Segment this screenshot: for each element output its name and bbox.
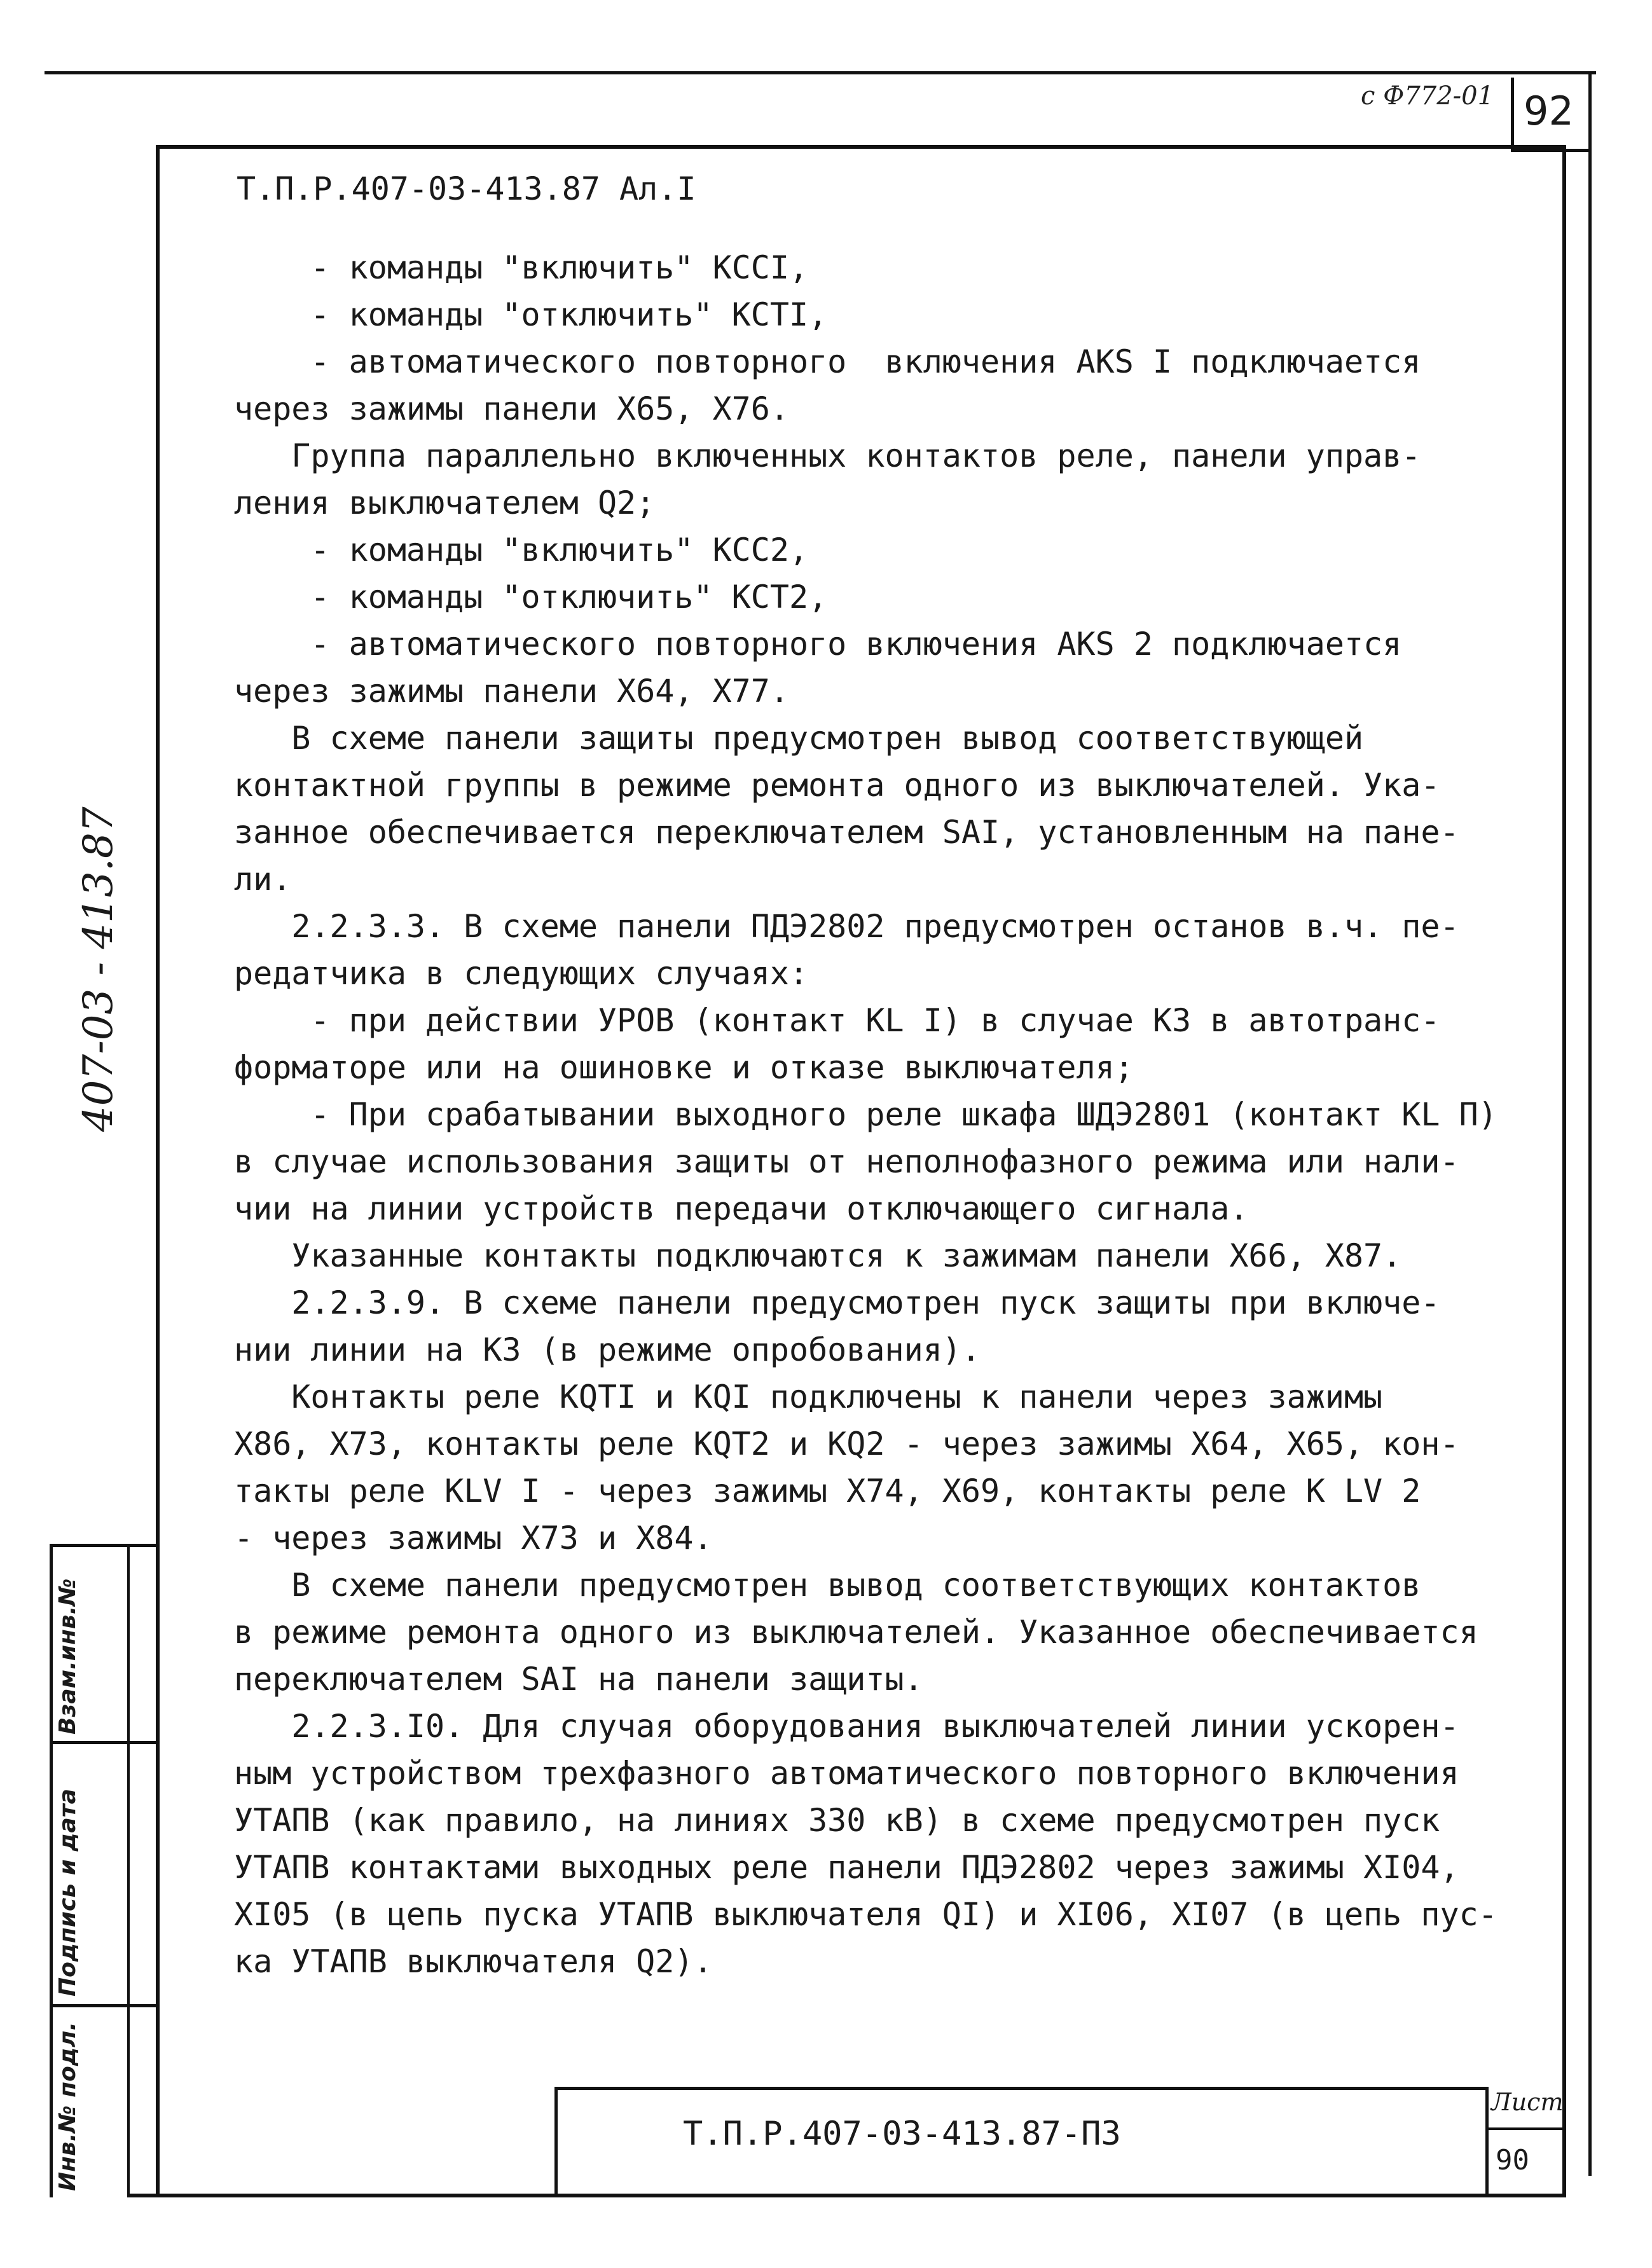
- body-line: Указанные контакты подключаются к зажимам панели X66, X87.: [234, 1237, 1402, 1274]
- body-line: ления выключателем Q2;: [234, 485, 656, 521]
- sheet-label: Лист: [1491, 2088, 1564, 2116]
- body-line: такты реле KLV I - через зажимы X74, X69, контакты реле K LV 2: [234, 1473, 1421, 1509]
- body-line: - через зажимы X73 и X84.: [234, 1520, 713, 1557]
- body-line: В схеме панели защиты предусмотрен вывод соответствующей: [234, 720, 1364, 757]
- body-line: нии линии на КЗ (в режиме опробования).: [234, 1331, 981, 1368]
- body-line: ли.: [234, 861, 292, 898]
- sheet-number: 90: [1496, 2144, 1529, 2176]
- right-outer-rule: [1588, 71, 1592, 2176]
- title-block-title: Т.П.Р.407-03-413.87-ПЗ: [683, 2115, 1121, 2153]
- body-text: [234, 244, 1563, 1985]
- title-block-divider: [1485, 2087, 1489, 2194]
- page-number: 92: [1524, 88, 1574, 134]
- strip-label-inv-orig: Инв.№ подл.: [55, 2021, 81, 2191]
- body-line: ка УТАПВ выключателя Q2).: [234, 1943, 713, 1980]
- body-line: - команды "отключить" КСТI,: [234, 296, 828, 333]
- body-line: - команды "отключить" КСТ2,: [234, 579, 828, 615]
- body-line: - автоматического повторного включения AKS 2 подключается: [234, 626, 1402, 663]
- body-line: 2.2.3.9. В схеме панели предусмотрен пуск защиты при включе-: [234, 1284, 1440, 1321]
- body-line: X86, X73, контакты реле KQT2 и KQ2 - через зажимы X64, X65, кон-: [234, 1426, 1459, 1462]
- strip-label-inv-replace: Взам.инв.№: [55, 1578, 81, 1735]
- body-line: Группа параллельно включенных контактов реле, панели управ-: [234, 437, 1421, 474]
- body-line: УТАПВ (как правило, на линиях 330 кВ) в схеме предусмотрен пуск: [234, 1802, 1440, 1839]
- body-line: через зажимы панели X65, X76.: [234, 390, 789, 427]
- frame-left: [156, 145, 160, 2197]
- strip-divider-2: [50, 2004, 159, 2007]
- archive-stamp: с Ф772-01: [1361, 81, 1494, 111]
- strip-inner-edge: [127, 1544, 130, 2197]
- document-reference: Т.П.Р.407-03-413.87 Ал.I: [237, 170, 696, 207]
- frame-top: [156, 145, 1566, 149]
- body-line: редатчика в следующих случаях:: [234, 955, 809, 992]
- body-line: - при действии УРОВ (контакт KL I) в случае КЗ в автотранс-: [234, 1002, 1440, 1039]
- body-line: 2.2.3.I0. Для случая оборудования выключателей линии ускорен-: [234, 1708, 1459, 1745]
- body-line: XI05 (в цепь пуска УТАПВ выключателя QI) и XI06, XI07 (в цепь пус-: [234, 1896, 1497, 1933]
- body-line: контактной группы в режиме ремонта одного из выключателей. Ука-: [234, 767, 1440, 804]
- strip-divider-1: [50, 1741, 159, 1744]
- body-line: через зажимы панели X64, X77.: [234, 673, 789, 710]
- body-line: в случае использования защиты от неполнофазного режима или нали-: [234, 1143, 1459, 1180]
- body-line: занное обеспечивается переключателем SAI, установленным на пане-: [234, 814, 1459, 851]
- strip-top: [50, 1544, 159, 1547]
- body-line: В схеме панели предусмотрен вывод соответствующих контактов: [234, 1567, 1421, 1604]
- body-line: в режиме ремонта одного из выключателей. Указанное обеспечивается: [234, 1614, 1478, 1651]
- title-block-sheet-rule: [1485, 2127, 1563, 2130]
- side-project-code: 407-03 - 413.87: [75, 806, 122, 1132]
- body-line: - автоматического повторного включения AKS I подключается: [234, 343, 1421, 380]
- body-line: Контакты реле KQTI и KQI подключены к панели через зажимы: [234, 1378, 1383, 1415]
- top-rule: [45, 71, 1596, 74]
- body-line: - При срабатывании выходного реле шкафа ШДЭ2801 (контакт KL П): [234, 1096, 1497, 1133]
- strip-label-sign-date: Подпись и дата: [55, 1789, 81, 1997]
- body-line: чии на линии устройств передачи отключающего сигнала.: [234, 1190, 1249, 1227]
- body-line: - команды "включить" КСС2,: [234, 532, 809, 568]
- body-line: УТАПВ контактами выходных реле панели ПДЭ2802 через зажимы XI04,: [234, 1849, 1459, 1886]
- body-line: форматоре или на ошиновке и отказе выключателя;: [234, 1049, 1134, 1086]
- body-line: - команды "включить" КССI,: [234, 249, 809, 286]
- body-line: 2.2.3.3. В схеме панели ПДЭ2802 предусмотрен останов в.ч. пе-: [234, 908, 1459, 945]
- body-line: ным устройством трехфазного автоматического повторного включения: [234, 1755, 1459, 1792]
- strip-left-edge: [50, 1544, 53, 2197]
- body-line: переключателем SAI на панели защиты.: [234, 1661, 923, 1698]
